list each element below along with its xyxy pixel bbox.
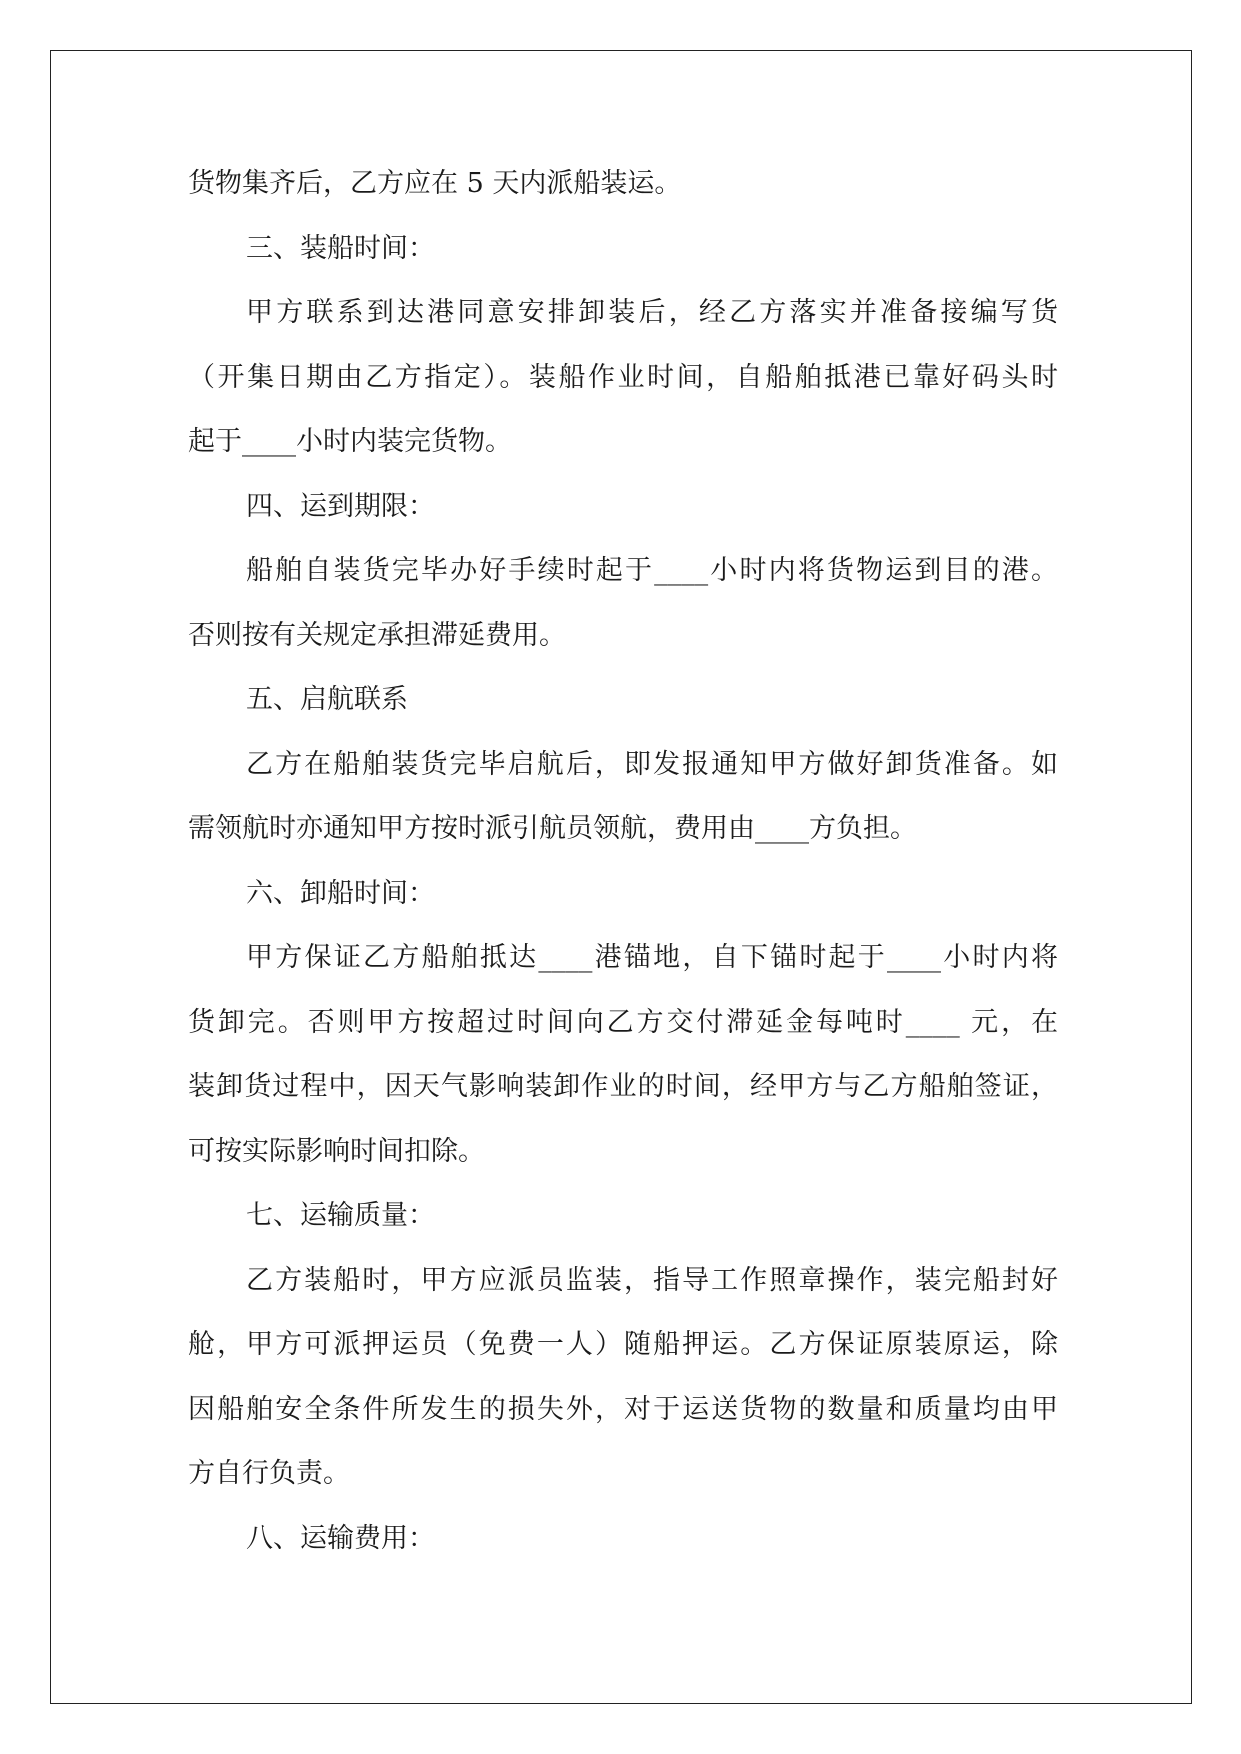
section-heading: 六、卸船时间： xyxy=(246,877,435,909)
section-heading: 八、运输费用： xyxy=(246,1522,435,1554)
paragraph-line: 否则按有关规定承担滞延费用。 xyxy=(188,619,566,651)
section-heading: 四、运到期限： xyxy=(246,490,435,522)
paragraph-line: 乙方在船舶装货完毕启航后，即发报通知甲方做好卸货准备。如 xyxy=(246,748,1058,780)
paragraph-line: 货卸完。否则甲方按超过时间向乙方交付滞延金每吨时____ 元，在 xyxy=(188,1006,1058,1038)
section-heading: 七、运输质量： xyxy=(246,1200,435,1231)
paragraph-line: 舱，甲方可派押运员（免费一人）随船押运。乙方保证原装原运，除 xyxy=(188,1329,1058,1360)
document-body xyxy=(188,152,1058,1571)
paragraph-line: 需领航时亦通知甲方按时派引航员领航，费用由____方负担。 xyxy=(188,813,917,844)
paragraph-line: （开集日期由乙方指定）。装船作业时间，自船舶抵港已靠好码头时 xyxy=(188,361,1058,393)
section-heading: 五、启航联系 xyxy=(246,684,408,715)
paragraph-line: 货物集齐后，乙方应在 5 天内派船装运。 xyxy=(188,168,682,199)
paragraph-line: 乙方装船时，甲方应派员监装，指导工作照章操作，装完船封好 xyxy=(246,1264,1058,1296)
paragraph-line: 可按实际影响时间扣除。 xyxy=(188,1135,485,1167)
paragraph-line: 因船舶安全条件所发生的损失外，对于运送货物的数量和质量均由甲 xyxy=(188,1393,1058,1425)
paragraph-line: 装卸货过程中，因天气影响装卸作业的时间，经甲方与乙方船舶签证， xyxy=(188,1071,1058,1102)
paragraph-line: 甲方联系到达港同意安排卸装后，经乙方落实并准备接编写货 xyxy=(246,297,1058,328)
paragraph-line: 方自行负责。 xyxy=(188,1458,350,1489)
paragraph-line: 船舶自装货完毕办好手续时起于____小时内将货物运到目的港。 xyxy=(246,555,1058,586)
paragraph-line: 起于____小时内装完货物。 xyxy=(188,426,512,457)
paragraph-line: 甲方保证乙方船舶抵达____港锚地，自下锚时起于____小时内将 xyxy=(246,942,1058,973)
section-heading: 三、装船时间： xyxy=(246,232,435,264)
